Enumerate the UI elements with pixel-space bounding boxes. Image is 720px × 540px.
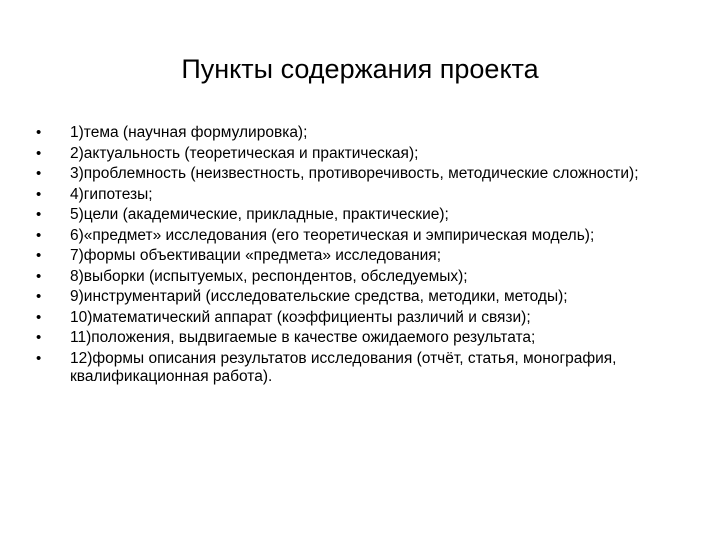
list-item	[36, 309, 666, 328]
content-items-list	[36, 124, 666, 389]
list-item	[36, 268, 666, 287]
bullet-icon: •	[36, 329, 42, 346]
list-item	[36, 124, 666, 143]
bullet-icon: •	[36, 267, 42, 285]
list-item-text: 8)выборки (испытуемых, респондентов, обследуемых);	[70, 267, 468, 285]
list-item	[36, 227, 666, 246]
list-item	[36, 350, 666, 387]
bullet-icon: •	[36, 288, 42, 305]
list-item-text: 12)формы описания результатов исследования (отчёт, статья, монография, квалификационная работа).	[70, 349, 617, 385]
bullet-icon: •	[36, 206, 42, 223]
list-item-text: 9)инструментарий (исследовательские средства, методики, методы);	[70, 288, 568, 305]
bullet-icon: •	[36, 226, 42, 244]
list-item	[36, 329, 666, 348]
bullet-icon: •	[36, 165, 42, 182]
bullet-icon: •	[36, 247, 42, 264]
list-item	[36, 186, 666, 205]
list-item-text: 10)математический аппарат (коэффициенты различий и связи);	[70, 308, 531, 326]
list-item	[36, 206, 666, 225]
list-item-text: 3)проблемность (неизвестность, противоречивость, методические сложности);	[70, 165, 639, 182]
list-item	[36, 165, 666, 184]
list-item-text: 2)актуальность (теоретическая и практическая);	[70, 144, 419, 162]
list-item-text: 6)«предмет» исследования (его теоретическая и эмпирическая модель);	[70, 226, 595, 244]
list-item-text: 11)положения, выдвигаемые в качестве ожидаемого результата;	[70, 329, 536, 346]
bullet-icon: •	[36, 185, 42, 203]
slide-title: Пункты содержания проекта	[181, 54, 539, 84]
list-item	[36, 145, 666, 164]
list-item	[36, 247, 666, 266]
bullet-icon: •	[36, 144, 42, 162]
bullet-icon: •	[36, 124, 42, 141]
list-item-text: 1)тема (научная формулировка);	[70, 124, 308, 141]
list-item-text: 4)гипотезы;	[70, 185, 153, 203]
bullet-icon: •	[36, 308, 42, 326]
bullet-icon: •	[36, 349, 42, 367]
list-item	[36, 288, 666, 307]
list-item-text: 7)формы объективации «предмета» исследования;	[70, 247, 442, 264]
list-item-text: 5)цели (академические, прикладные, практические);	[70, 206, 449, 223]
